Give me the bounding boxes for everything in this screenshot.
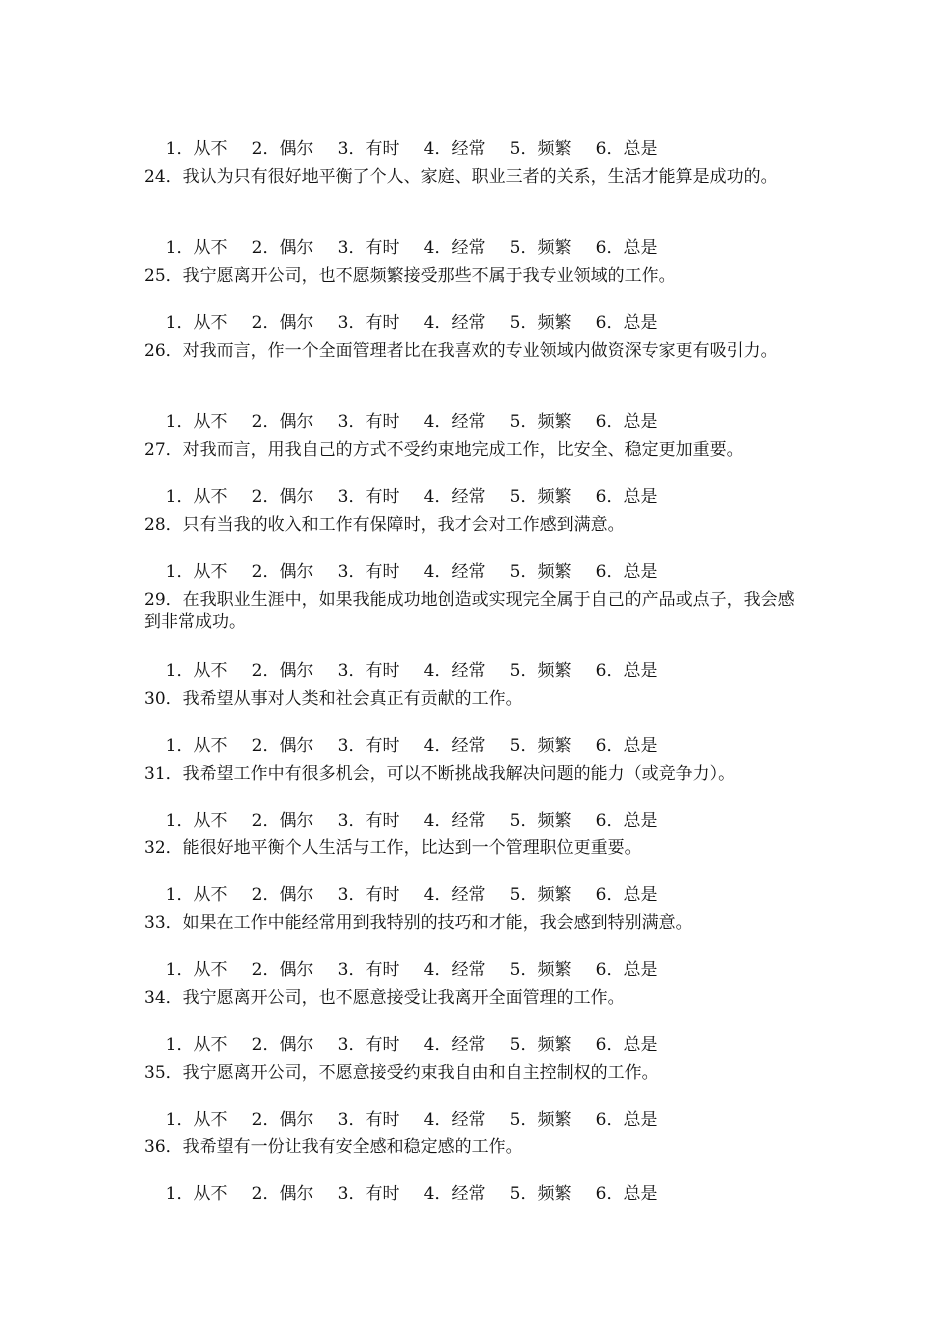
question-32: 32．能很好地平衡个人生活与工作，比达到一个管理职位更重要。 [144,838,642,858]
option-frequently: 5．频繁 [509,1184,572,1204]
question-31: 31．我希望工作中有很多机会，可以不断挑战我解决问题的能力（或竞争力）。 [144,764,736,784]
option-never: 1．从不 [165,1110,228,1130]
option-sometimes: 3．有时 [337,562,400,582]
option-occasionally: 2．偶尔 [251,1110,314,1130]
option-often: 4．经常 [423,736,486,756]
option-occasionally: 2．偶尔 [251,661,314,681]
option-frequently: 5．频繁 [509,661,572,681]
option-occasionally: 2．偶尔 [251,811,314,831]
option-always: 6．总是 [595,811,658,831]
option-often: 4．经常 [423,412,486,432]
option-always: 6．总是 [595,960,658,980]
option-sometimes: 3．有时 [337,1035,400,1055]
question-24: 24．我认为只有很好地平衡了个人、家庭、职业三者的关系，生活才能算是成功的。 [144,167,778,187]
question-27: 27．对我而言，用我自己的方式不受约束地完成工作，比安全、稳定更加重要。 [144,440,744,460]
option-sometimes: 3．有时 [337,736,400,756]
option-often: 4．经常 [423,1184,486,1204]
option-never: 1．从不 [165,661,228,681]
option-always: 6．总是 [595,562,658,582]
option-sometimes: 3．有时 [337,412,400,432]
option-occasionally: 2．偶尔 [251,885,314,905]
option-occasionally: 2．偶尔 [251,960,314,980]
option-never: 1．从不 [165,313,228,333]
option-frequently: 5．频繁 [509,412,572,432]
option-frequently: 5．频繁 [509,487,572,507]
question-30: 30．我希望从事对人类和社会真正有贡献的工作。 [144,689,523,709]
option-always: 6．总是 [595,238,658,258]
option-often: 4．经常 [423,661,486,681]
option-often: 4．经常 [423,313,486,333]
option-frequently: 5．频繁 [509,238,572,258]
option-never: 1．从不 [165,487,228,507]
option-occasionally: 2．偶尔 [251,562,314,582]
option-never: 1．从不 [165,960,228,980]
option-never: 1．从不 [165,1035,228,1055]
option-often: 4．经常 [423,562,486,582]
option-frequently: 5．频繁 [509,885,572,905]
option-never: 1．从不 [165,562,228,582]
option-often: 4．经常 [423,885,486,905]
option-always: 6．总是 [595,1035,658,1055]
question-26: 26．对我而言，作一个全面管理者比在我喜欢的专业领域内做资深专家更有吸引力。 [144,341,778,361]
option-sometimes: 3．有时 [337,960,400,980]
option-occasionally: 2．偶尔 [251,1184,314,1204]
option-often: 4．经常 [423,960,486,980]
option-never: 1．从不 [165,139,228,159]
option-never: 1．从不 [165,736,228,756]
option-occasionally: 2．偶尔 [251,313,314,333]
option-sometimes: 3．有时 [337,885,400,905]
option-frequently: 5．频繁 [509,313,572,333]
option-frequently: 5．频繁 [509,562,572,582]
question-33: 33．如果在工作中能经常用到我特别的技巧和才能，我会感到特别满意。 [144,913,693,933]
option-frequently: 5．频繁 [509,1110,572,1130]
option-always: 6．总是 [595,736,658,756]
option-occasionally: 2．偶尔 [251,487,314,507]
option-always: 6．总是 [595,885,658,905]
option-always: 6．总是 [595,661,658,681]
option-frequently: 5．频繁 [509,960,572,980]
option-sometimes: 3．有时 [337,487,400,507]
option-sometimes: 3．有时 [337,811,400,831]
option-often: 4．经常 [423,487,486,507]
question-35: 35．我宁愿离开公司，不愿意接受约束我自由和自主控制权的工作。 [144,1063,659,1083]
question-25: 25．我宁愿离开公司，也不愿频繁接受那些不属于我专业领域的工作。 [144,266,676,286]
option-sometimes: 3．有时 [337,1184,400,1204]
option-always: 6．总是 [595,1184,658,1204]
option-often: 4．经常 [423,139,486,159]
option-always: 6．总是 [595,139,658,159]
question-28: 28．只有当我的收入和工作有保障时，我才会对工作感到满意。 [144,515,625,535]
option-sometimes: 3．有时 [337,1110,400,1130]
option-never: 1．从不 [165,412,228,432]
option-frequently: 5．频繁 [509,1035,572,1055]
option-occasionally: 2．偶尔 [251,736,314,756]
option-never: 1．从不 [165,885,228,905]
option-often: 4．经常 [423,1035,486,1055]
question-34: 34．我宁愿离开公司，也不愿意接受让我离开全面管理的工作。 [144,988,625,1008]
option-frequently: 5．频繁 [509,811,572,831]
option-always: 6．总是 [595,412,658,432]
option-never: 1．从不 [165,238,228,258]
option-sometimes: 3．有时 [337,313,400,333]
option-often: 4．经常 [423,238,486,258]
option-occasionally: 2．偶尔 [251,1035,314,1055]
option-always: 6．总是 [595,487,658,507]
option-often: 4．经常 [423,811,486,831]
option-frequently: 5．频繁 [509,736,572,756]
option-sometimes: 3．有时 [337,238,400,258]
options-row [144,1161,682,1227]
option-occasionally: 2．偶尔 [251,412,314,432]
option-always: 6．总是 [595,313,658,333]
option-never: 1．从不 [165,811,228,831]
option-never: 1．从不 [165,1184,228,1204]
question-29: 29．在我职业生涯中，如果我能成功地创造或实现完全属于自己的产品或点子，我会感到非常成功。 [144,590,795,632]
option-frequently: 5．频繁 [509,139,572,159]
option-occasionally: 2．偶尔 [251,139,314,159]
option-always: 6．总是 [595,1110,658,1130]
option-occasionally: 2．偶尔 [251,238,314,258]
option-often: 4．经常 [423,1110,486,1130]
option-sometimes: 3．有时 [337,139,400,159]
option-sometimes: 3．有时 [337,661,400,681]
question-36: 36．我希望有一份让我有安全感和稳定感的工作。 [144,1137,523,1157]
